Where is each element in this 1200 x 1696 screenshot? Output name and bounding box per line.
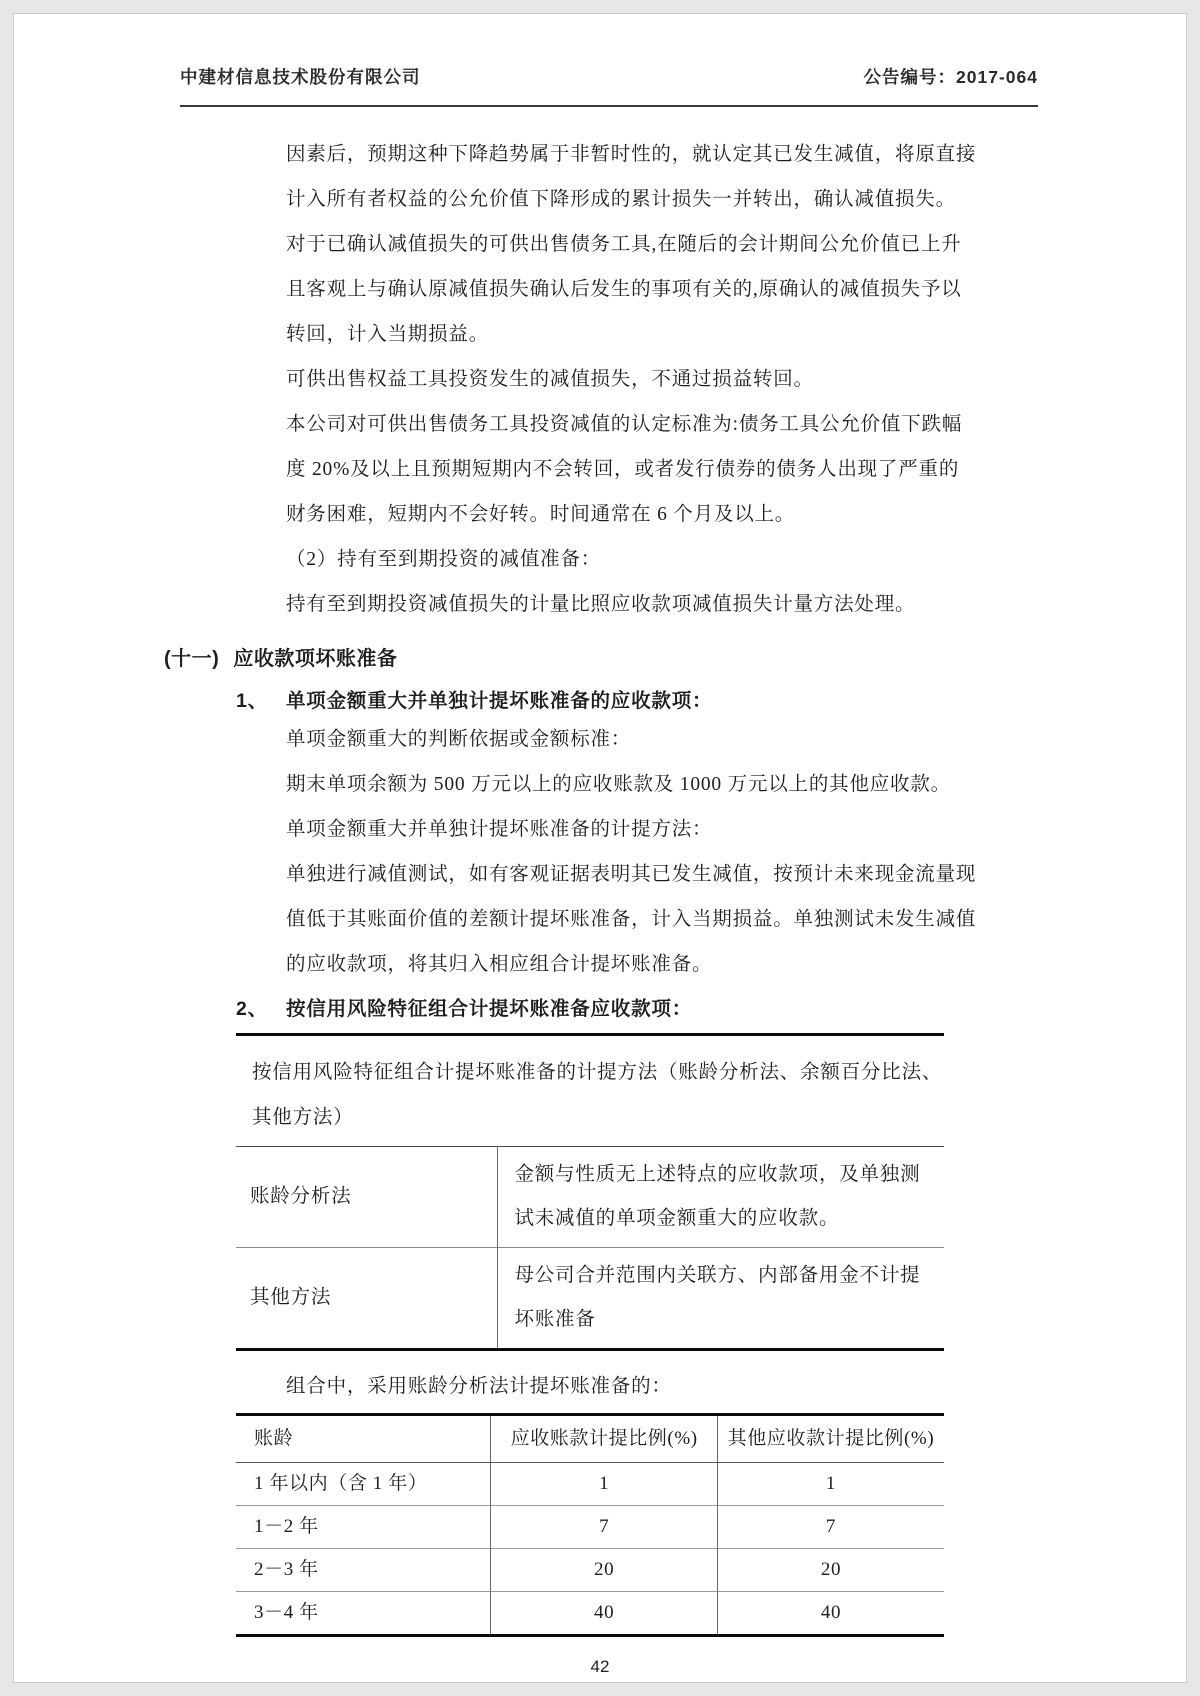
paragraph-line: 持有至到期投资减值损失的计量比照应收款项减值损失计量方法处理。 <box>286 594 916 615</box>
page-header <box>180 64 1038 89</box>
company-name: 中建材信息技术股份有限公司 <box>180 67 421 87</box>
paragraph-line: 可供出售权益工具投资发生的减值损失，不通过损益转回。 <box>286 369 814 390</box>
item1-paragraph <box>14 717 1186 987</box>
column-header-age: 账龄 <box>236 1415 491 1463</box>
table-row <box>236 1506 944 1549</box>
paragraph-line: 度 20%及以上且预期短期内不会转回，或者发行债券的债务人出现了严重的 <box>286 459 960 480</box>
table-row <box>236 1549 944 1592</box>
paragraph-line: 且客观上与确认原减值损失确认后发生的事项有关的,原确认的减值损失予以 <box>286 279 962 300</box>
page-number: 42 <box>590 1657 610 1676</box>
method-name-cell: 账龄分析法 <box>250 1186 352 1207</box>
item2-number: 2、 <box>236 998 268 1020</box>
method-table <box>236 1146 944 1351</box>
receivable-ratio-cell: 40 <box>491 1592 718 1636</box>
item1-title: 单项金额重大并单独计提坏账准备的应收款项： <box>286 690 713 712</box>
method-name-cell: 其他方法 <box>236 1248 498 1350</box>
table-row <box>236 1248 944 1350</box>
notice-number: 公告编号：2017-064 <box>863 67 1038 87</box>
section-title: 应收款项坏账准备 <box>233 648 398 670</box>
paragraph-line: 财务困难，短期内不会好转。时间通常在 6 个月及以上。 <box>286 504 796 525</box>
paragraph-line: 单项金额重大并单独计提坏账准备的计提方法： <box>286 819 713 840</box>
intro-paragraph <box>14 132 1186 627</box>
table-row <box>236 1147 944 1248</box>
aging-table <box>236 1413 944 1637</box>
paragraph-line: 值低于其账面价值的差额计提坏账准备，计入当期损益。单独测试未发生减值 <box>286 909 977 930</box>
other-receivable-ratio-cell: 20 <box>717 1549 944 1592</box>
age-range-cell: 2－3 年 <box>236 1549 491 1592</box>
item1-heading <box>236 685 1186 717</box>
column-header-other-receivable-ratio: 其他应收款计提比例(%) <box>717 1415 944 1463</box>
table-row <box>236 1592 944 1636</box>
paragraph-line: 单独进行减值测试，如有客观证据表明其已发生减值，按预计未来现金流量现 <box>286 864 977 885</box>
aging-table-intro: 组合中，采用账龄分析法计提坏账准备的： <box>286 1376 672 1397</box>
aging-table-header <box>236 1415 944 1463</box>
section-heading <box>164 643 1186 675</box>
age-range-cell: 1 年以内（含 1 年） <box>254 1473 428 1494</box>
method-table-body <box>236 1147 944 1350</box>
document-body <box>14 106 1186 1677</box>
method-note: 按信用风险特征组合计提坏账准备的计提方法（账龄分析法、余额百分比法、其他方法） <box>252 1062 943 1128</box>
receivable-ratio-cell: 20 <box>491 1549 718 1592</box>
item2-heading <box>236 993 944 1036</box>
table-row <box>236 1463 944 1506</box>
section-number: (十一) <box>164 648 220 670</box>
paragraph-line: 的应收款项，将其归入相应组合计提坏账准备。 <box>286 954 713 975</box>
other-receivable-ratio-cell: 1 <box>717 1463 944 1506</box>
table-header-row <box>236 1415 944 1463</box>
paragraph-line: （2）持有至到期投资的减值准备： <box>286 549 602 570</box>
paragraph-line: 因素后，预期这种下降趋势属于非暂时性的，就认定其已发生减值，将原直接 <box>286 144 977 165</box>
item1-number: 1、 <box>236 690 268 712</box>
paragraph-line: 单项金额重大的判断依据或金额标准： <box>286 729 632 750</box>
age-range-cell: 3－4 年 <box>236 1592 491 1636</box>
receivable-ratio-cell: 7 <box>491 1506 718 1549</box>
method-description-cell: 母公司合并范围内关联方、内部备用金不计提坏账准备 <box>498 1248 944 1350</box>
age-range-cell: 1－2 年 <box>236 1506 491 1549</box>
paragraph-line: 转回，计入当期损益。 <box>286 324 490 345</box>
method-description-cell: 金额与性质无上述特点的应收款项，及单独测试未减值的单项金额重大的应收款。 <box>498 1147 944 1248</box>
other-receivable-ratio-cell: 7 <box>717 1506 944 1549</box>
item2-title: 按信用风险特征组合计提坏账准备应收款项： <box>286 998 693 1020</box>
paragraph-line: 期末单项余额为 500 万元以上的应收账款及 1000 万元以上的其他应收款。 <box>286 774 951 795</box>
document-page <box>13 13 1187 1683</box>
paragraph-line: 计入所有者权益的公允价值下降形成的累计损失一并转出，确认减值损失。 <box>286 189 956 210</box>
other-receivable-ratio-cell: 40 <box>717 1592 944 1636</box>
paragraph-line: 本公司对可供出售债务工具投资减值的认定标准为:债务工具公允价值下跌幅 <box>286 414 963 435</box>
aging-table-body <box>236 1463 944 1636</box>
receivable-ratio-cell: 1 <box>491 1463 718 1506</box>
paragraph-line: 对于已确认减值损失的可供出售债务工具,在随后的会计期间公允价值已上升 <box>286 234 962 255</box>
column-header-receivable-ratio: 应收账款计提比例(%) <box>491 1415 718 1463</box>
